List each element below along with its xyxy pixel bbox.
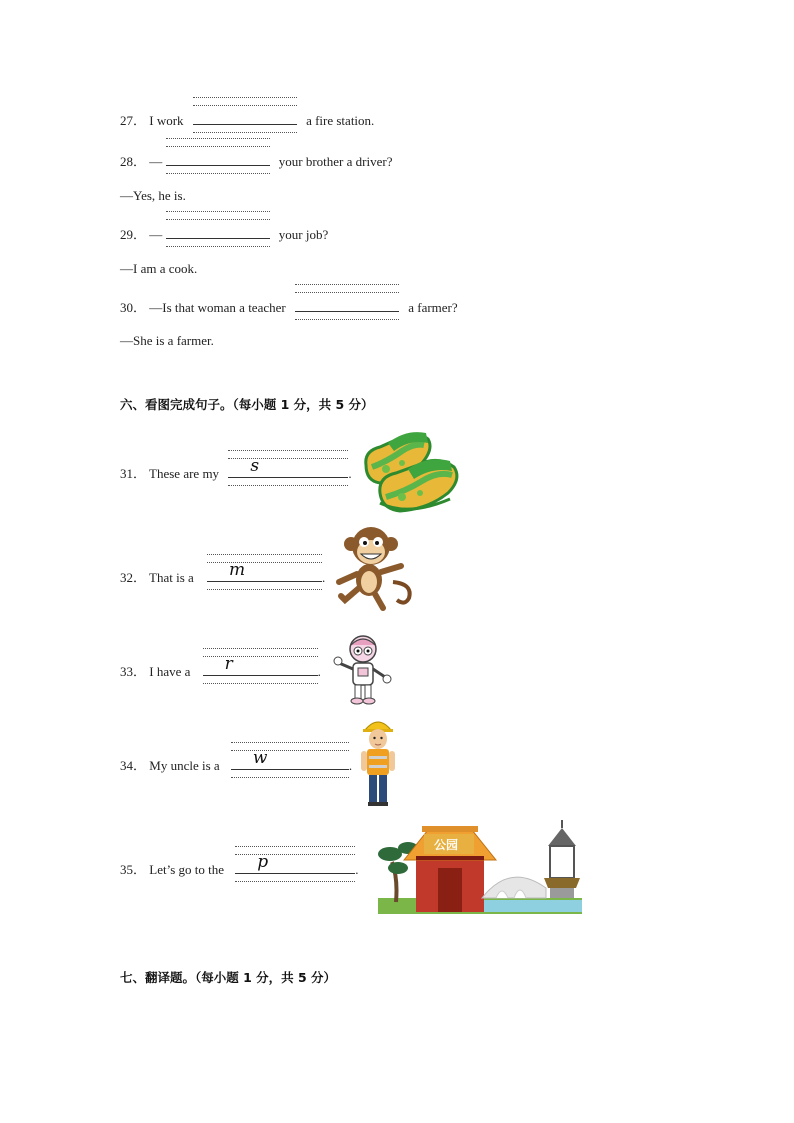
- question-35: [120, 852, 359, 878]
- question-text-before: My uncle is a: [149, 758, 220, 773]
- question-27: [120, 110, 374, 129]
- question-number: 35．: [120, 862, 147, 877]
- question-number: 30．: [120, 300, 147, 315]
- question-32: [120, 560, 326, 586]
- question-text-before: I work: [149, 113, 184, 128]
- question-text-after: your brother a driver?: [278, 154, 393, 169]
- question-text-before: I have a: [149, 664, 191, 679]
- answer-blank[interactable]: [235, 852, 355, 874]
- question-text-after: a farmer?: [408, 300, 458, 315]
- question-text-before: That is a: [149, 570, 194, 585]
- hint-letter: m: [229, 560, 246, 580]
- sentence-period: .: [322, 570, 326, 585]
- question-number: 28．: [120, 154, 147, 169]
- answer-blank[interactable]: [231, 748, 349, 770]
- answer-blank[interactable]: [203, 654, 318, 676]
- question-number: 32．: [120, 570, 147, 585]
- answer-29: —I am a cook.: [120, 261, 198, 276]
- hint-letter: p: [257, 852, 269, 872]
- question-text-after: a fire station.: [306, 113, 375, 128]
- question-28: [120, 151, 392, 170]
- sentence-period: .: [348, 758, 353, 773]
- question-text-before: —Is that woman a teacher: [149, 300, 286, 315]
- question-29: [120, 224, 328, 243]
- worker-image: [360, 716, 396, 808]
- question-34: [120, 748, 353, 774]
- question-text-after: your job?: [278, 227, 329, 242]
- park-sign: 公园: [434, 838, 459, 852]
- shoes-image: [358, 423, 468, 518]
- answer-blank[interactable]: [228, 456, 348, 478]
- hint-letter: w: [252, 748, 268, 768]
- answer-blank[interactable]: [166, 153, 270, 166]
- bridge-icon: [482, 877, 546, 898]
- answer-28: —Yes, he is.: [120, 188, 186, 203]
- answer-30: —She is a farmer.: [120, 333, 214, 348]
- answer-blank[interactable]: [193, 112, 297, 125]
- question-text-before: Let’s go to the: [149, 862, 225, 877]
- hint-letter: s: [250, 456, 260, 476]
- robot-image: [333, 633, 393, 705]
- question-number: 33．: [120, 664, 147, 679]
- pavilion-icon: [544, 820, 580, 898]
- sentence-period: .: [355, 862, 359, 877]
- dialog-dash: —: [149, 227, 163, 242]
- question-text-before: These are my: [149, 466, 220, 481]
- dialog-dash: —: [149, 154, 163, 169]
- answer-blank[interactable]: [207, 560, 322, 582]
- section-6-title: 六、看图完成句子。（每小题 1 分，共 5 分）: [120, 397, 374, 412]
- question-number: 27．: [120, 113, 147, 128]
- sentence-period: .: [317, 664, 321, 679]
- answer-blank[interactable]: [295, 299, 399, 312]
- sentence-period: .: [348, 466, 352, 481]
- question-number: 31．: [120, 466, 147, 481]
- hint-letter: r: [224, 654, 233, 674]
- question-31: [120, 456, 352, 482]
- question-number: 34．: [120, 758, 147, 773]
- question-33: [120, 654, 321, 680]
- monkey-image: [333, 522, 415, 612]
- answer-blank[interactable]: [166, 226, 270, 239]
- question-number: 29．: [120, 227, 147, 242]
- park-image: [378, 818, 582, 914]
- question-30: [120, 297, 458, 316]
- section-7-title: 七、翻译题。（每小题 1 分，共 5 分）: [120, 970, 337, 985]
